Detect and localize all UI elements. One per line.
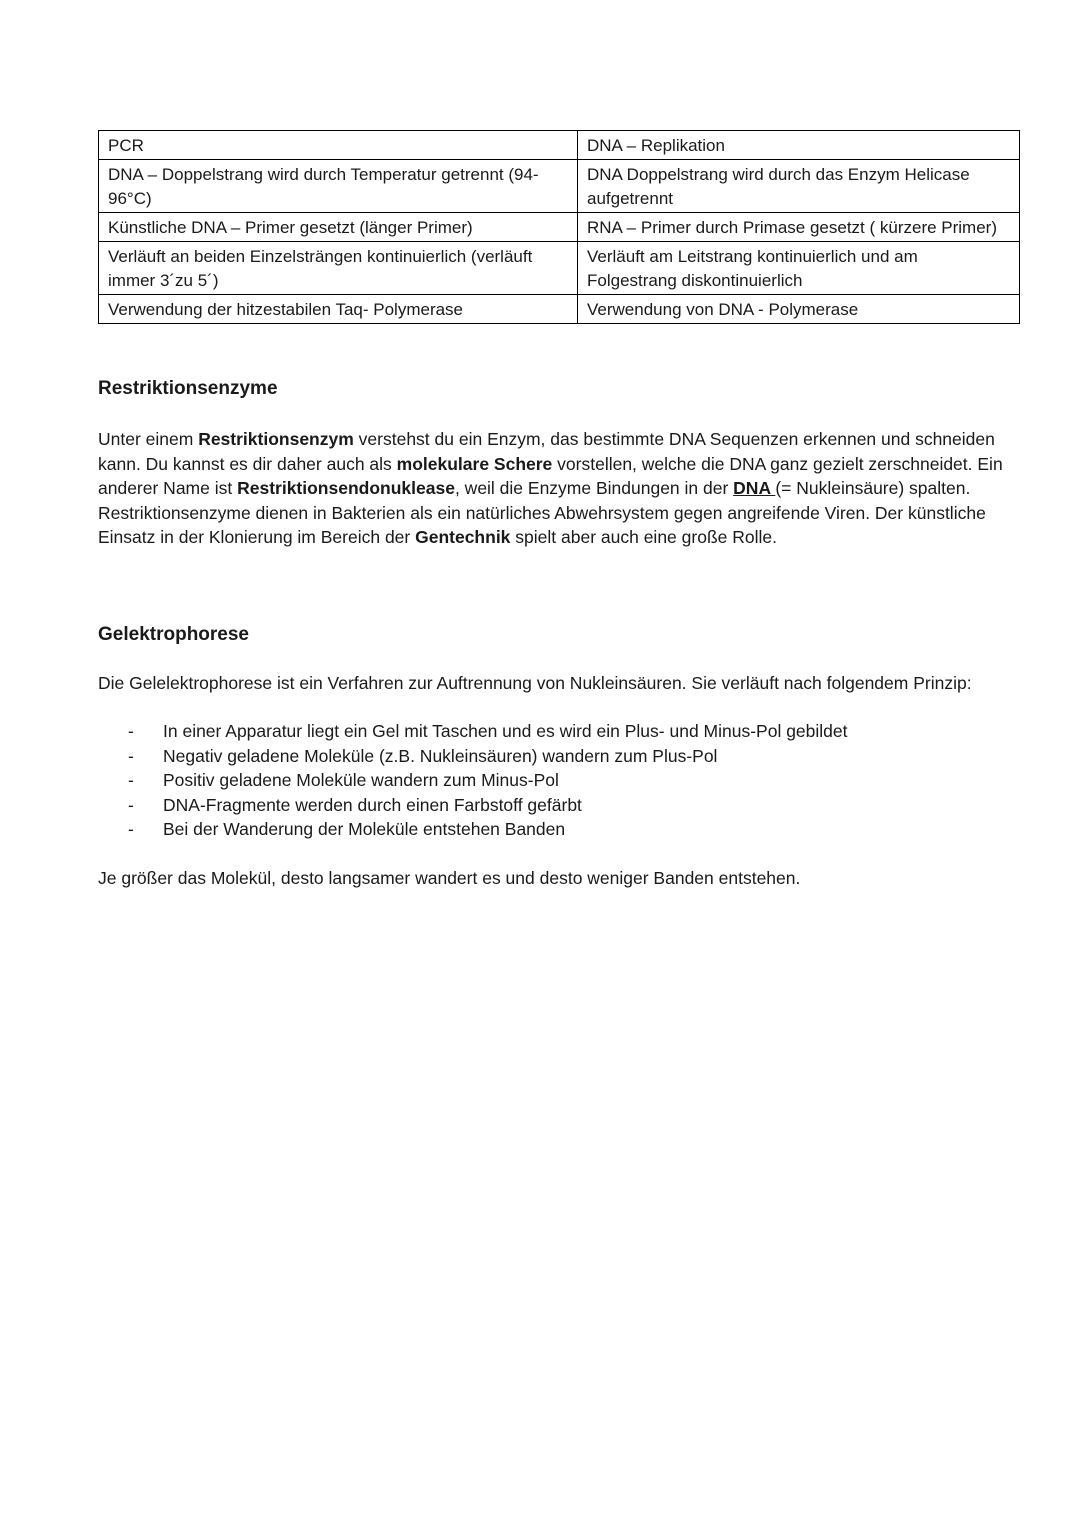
gel-principle-list <box>98 719 1020 842</box>
table-cell: Künstliche DNA – Primer gesetzt (länger Primer) <box>99 213 578 242</box>
list-item <box>98 768 1020 793</box>
table-row <box>99 213 1020 242</box>
list-item <box>98 744 1020 769</box>
dash-bullet: - <box>128 745 134 766</box>
dash-bullet: - <box>128 819 134 839</box>
bold-term: Restriktionsendonuklease <box>237 478 455 498</box>
table-cell: DNA Doppelstrang wird durch das Enzym Helicase aufgetrennt <box>578 160 1020 213</box>
gel-conclusion: Je größer das Molekül, desto langsamer wandert es und desto weniger Banden entstehen. <box>98 867 801 888</box>
list-item-text: DNA-Fragmente werden durch einen Farbstoff gefärbt <box>163 794 582 815</box>
section-title-restriktionsenzyme: Restriktionsenzyme <box>98 378 278 399</box>
text: Unter einem <box>98 429 199 449</box>
text: verstehst du ein Enzym, das bestimmte DNA Sequenzen erkennen und schneiden kann. Du kannst es dir daher auch als <box>98 429 995 474</box>
dash-bullet: - <box>128 721 134 741</box>
bold-term: molekulare Schere <box>396 453 553 474</box>
text: spielt aber auch eine große Rolle. <box>510 527 777 547</box>
dash-bullet: - <box>128 770 134 790</box>
table-row <box>99 295 1020 324</box>
table-cell: Verläuft an beiden Einzelsträngen kontinuierlich (verläuft immer 3´zu 5´) <box>99 242 578 295</box>
list-item-text: Negativ geladene Moleküle (z.B. Nukleinsäuren) wandern zum Plus-Pol <box>163 745 718 766</box>
dash-bullet: - <box>128 794 134 815</box>
table-header-row <box>99 131 1020 160</box>
table-row <box>99 160 1020 213</box>
table-header-pcr: PCR <box>99 131 578 160</box>
list-item <box>98 719 1020 744</box>
list-item <box>98 817 1020 842</box>
table-cell: RNA – Primer durch Primase gesetzt ( kürzere Primer) <box>578 213 1020 242</box>
document-page <box>98 130 1020 890</box>
restriktion-paragraph <box>98 427 1020 550</box>
dna-link[interactable]: DNA <box>733 478 776 498</box>
bold-term: Restriktionsenzym <box>198 429 354 449</box>
comparison-table <box>98 130 1020 324</box>
bold-term: Gentechnik <box>415 527 511 547</box>
list-item-text: In einer Apparatur liegt ein Gel mit Taschen und es wird ein Plus- und Minus-Pol gebildet <box>163 721 848 741</box>
table-cell: Verläuft am Leitstrang kontinuierlich und am Folgestrang diskontinuierlich <box>578 242 1020 295</box>
gel-intro-paragraph: Die Gelelektrophorese ist ein Verfahren zur Auftrennung von Nukleinsäuren. Sie verläuft nach folgendem Prinzip: <box>98 672 972 693</box>
text: vorstellen, welche die DNA ganz gezielt zerschneidet. Ein anderer Name ist <box>98 453 1003 498</box>
table-row <box>99 242 1020 295</box>
table-cell: DNA – Doppelstrang wird durch Temperatur getrennt (94-96°C) <box>99 160 578 213</box>
section-title-gelektrophorese: Gelektrophorese <box>98 623 249 645</box>
table-cell: Verwendung der hitzestabilen Taq- Polymerase <box>99 295 578 324</box>
list-item-text: Bei der Wanderung der Moleküle entstehen Banden <box>163 819 566 839</box>
text: , weil die Enzyme Bindungen in der <box>454 478 734 498</box>
list-item <box>98 793 1020 818</box>
list-item-text: Positiv geladene Moleküle wandern zum Minus-Pol <box>163 770 559 790</box>
table-header-replikation: DNA – Replikation <box>578 131 1020 160</box>
table-cell: Verwendung von DNA - Polymerase <box>578 295 1020 324</box>
text: (= Nukleinsäure) spalten. Restriktionsenzyme dienen in Bakterien als ein natürliches Abwehrsystem gegen angreifende Viren. Der künstliche Einsatz in der Klonierung im Bereich der <box>98 478 986 547</box>
